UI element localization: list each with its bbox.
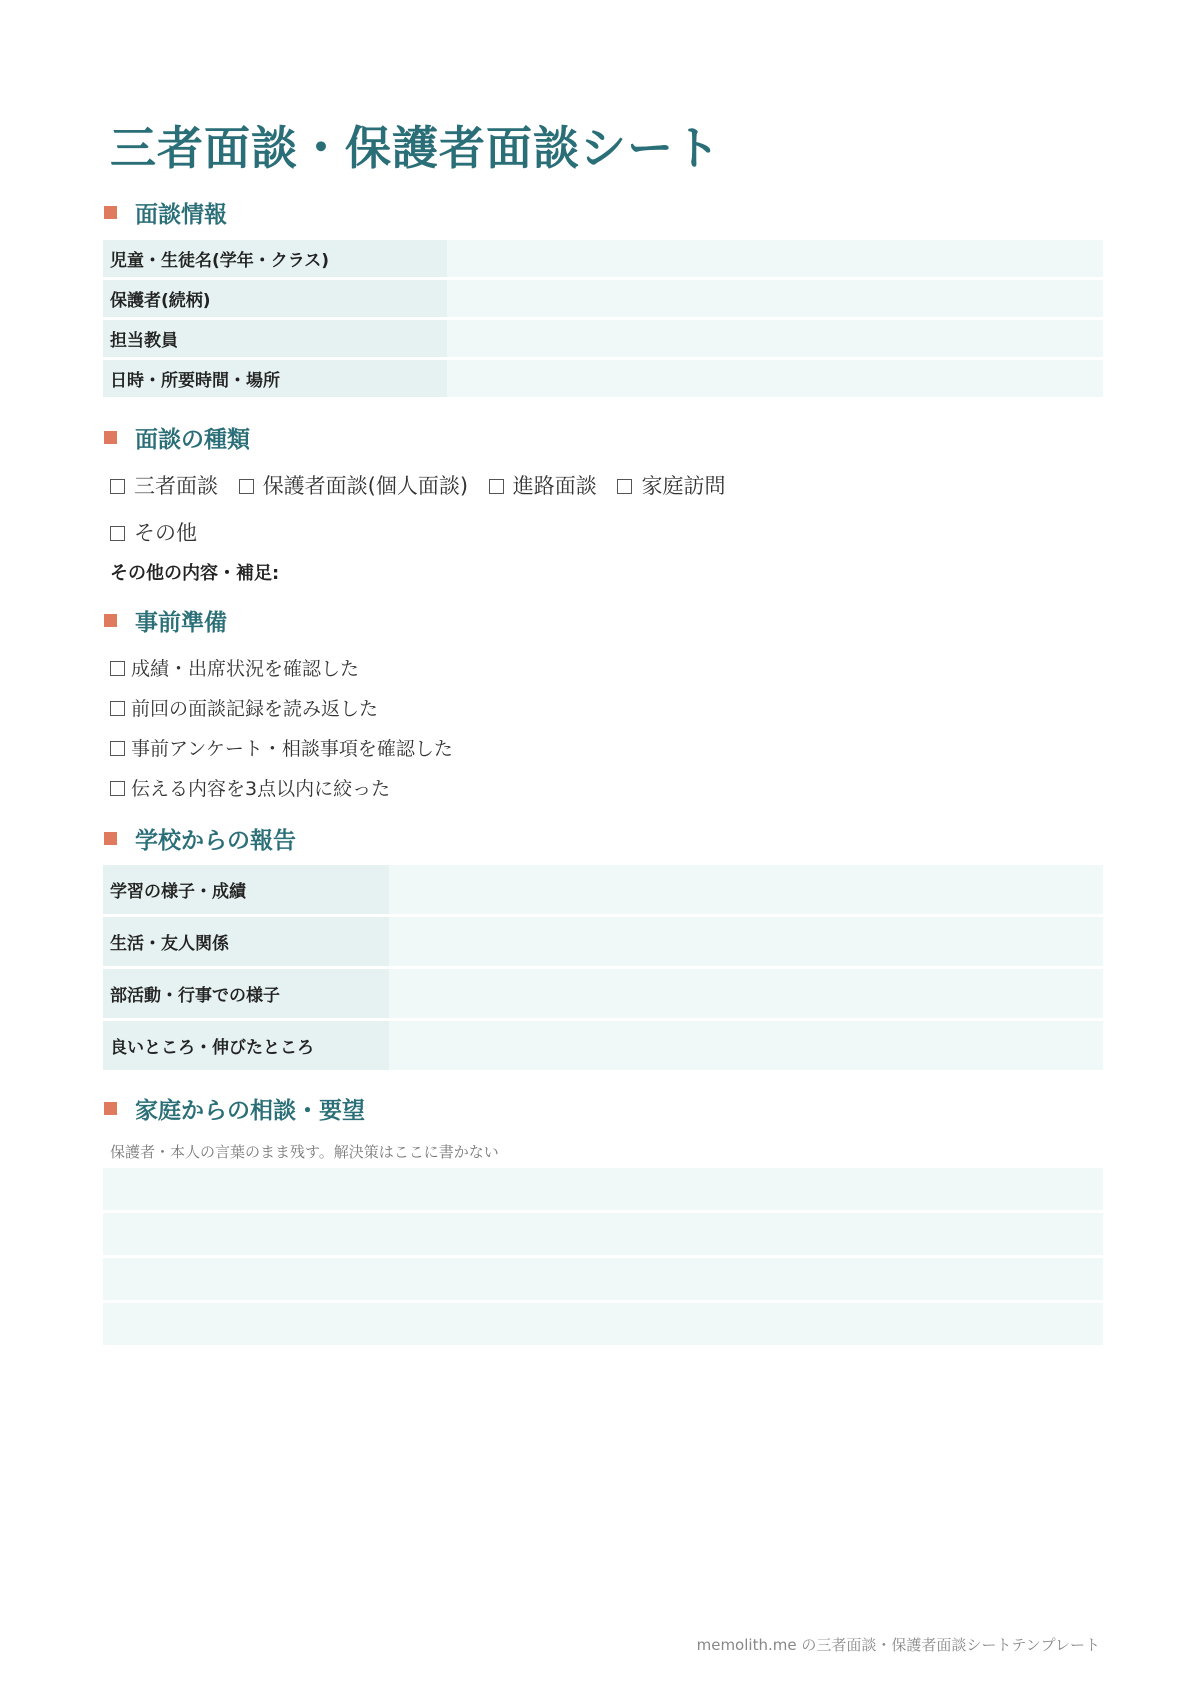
value-cell[interactable] — [447, 240, 1103, 277]
interview-type-options-other — [110, 517, 211, 547]
value-cell[interactable] — [389, 865, 1103, 914]
family-notes-area — [103, 1168, 1103, 1348]
page-title: 三者面談・保護者面談シート — [110, 121, 721, 175]
type-option-checkbox[interactable]: 進路面談 — [489, 474, 597, 498]
table-row — [103, 360, 1103, 397]
row-label: 学習の様子・成績 — [103, 865, 389, 914]
section-marker-icon — [104, 206, 117, 219]
footer-credit: memolith.me の三者面談・保護者面談シートテンプレート — [696, 1636, 1100, 1654]
row-label: 良いところ・伸びたところ — [103, 1021, 389, 1070]
prep-checkbox[interactable]: 前回の面談記録を読み返した — [110, 694, 378, 721]
section-heading-label: 学校からの報告 — [135, 828, 296, 854]
checkbox-icon — [110, 741, 125, 756]
section-heading-label: 事前準備 — [135, 610, 227, 636]
checkbox-icon — [239, 479, 254, 494]
other-note-label: その他の内容・補足: — [110, 563, 280, 584]
type-option-checkbox[interactable]: その他 — [110, 521, 197, 545]
type-option-checkbox[interactable]: 保護者面談(個人面談) — [239, 474, 468, 498]
table-row — [103, 865, 1103, 914]
row-label: 児童・生徒名(学年・クラス) — [103, 240, 447, 277]
row-label: 日時・所要時間・場所 — [103, 360, 447, 397]
table-row — [103, 1021, 1103, 1070]
section-heading-info — [104, 196, 227, 229]
section-heading-type — [104, 421, 250, 454]
value-cell[interactable] — [389, 917, 1103, 966]
interview-type-options — [110, 470, 739, 500]
info-table — [103, 237, 1103, 400]
section-heading-label: 家庭からの相談・要望 — [135, 1098, 365, 1124]
table-row — [103, 917, 1103, 966]
table-row — [103, 240, 1103, 277]
value-cell[interactable] — [389, 1021, 1103, 1070]
checkbox-icon — [110, 701, 125, 716]
checkbox-icon — [110, 479, 125, 494]
row-label: 担当教員 — [103, 320, 447, 357]
section-heading-prep — [104, 604, 227, 637]
table-row — [103, 320, 1103, 357]
table-row — [103, 969, 1103, 1018]
section-heading-label: 面談情報 — [135, 202, 227, 228]
note-line[interactable] — [103, 1168, 1103, 1210]
value-cell[interactable] — [447, 360, 1103, 397]
row-label: 部活動・行事での様子 — [103, 969, 389, 1018]
note-line[interactable] — [103, 1258, 1103, 1300]
checkbox-icon — [489, 479, 504, 494]
family-hint-text: 保護者・本人の言葉のまま残す。解決策はここに書かない — [110, 1143, 499, 1161]
prep-checkbox[interactable]: 成績・出席状況を確認した — [110, 654, 359, 681]
value-cell[interactable] — [447, 320, 1103, 357]
row-label: 保護者(続柄) — [103, 280, 447, 317]
checkbox-icon — [110, 526, 125, 541]
value-cell[interactable] — [447, 280, 1103, 317]
section-marker-icon — [104, 431, 117, 444]
checkbox-icon — [110, 781, 125, 796]
table-row — [103, 280, 1103, 317]
prep-checkbox[interactable]: 事前アンケート・相談事項を確認した — [110, 734, 453, 761]
value-cell[interactable] — [389, 969, 1103, 1018]
section-marker-icon — [104, 832, 117, 845]
checkbox-icon — [110, 661, 125, 676]
note-line[interactable] — [103, 1213, 1103, 1255]
note-line[interactable] — [103, 1303, 1103, 1345]
section-marker-icon — [104, 1102, 117, 1115]
section-marker-icon — [104, 614, 117, 627]
prep-checkbox[interactable]: 伝える内容を3点以内に絞った — [110, 774, 390, 801]
section-heading-label: 面談の種類 — [135, 427, 250, 453]
type-option-checkbox[interactable]: 三者面談 — [110, 474, 218, 498]
row-label: 生活・友人関係 — [103, 917, 389, 966]
section-heading-school — [104, 822, 296, 855]
type-option-checkbox[interactable]: 家庭訪問 — [617, 474, 725, 498]
school-report-table — [103, 862, 1103, 1073]
section-heading-family — [104, 1092, 365, 1125]
checkbox-icon — [617, 479, 632, 494]
